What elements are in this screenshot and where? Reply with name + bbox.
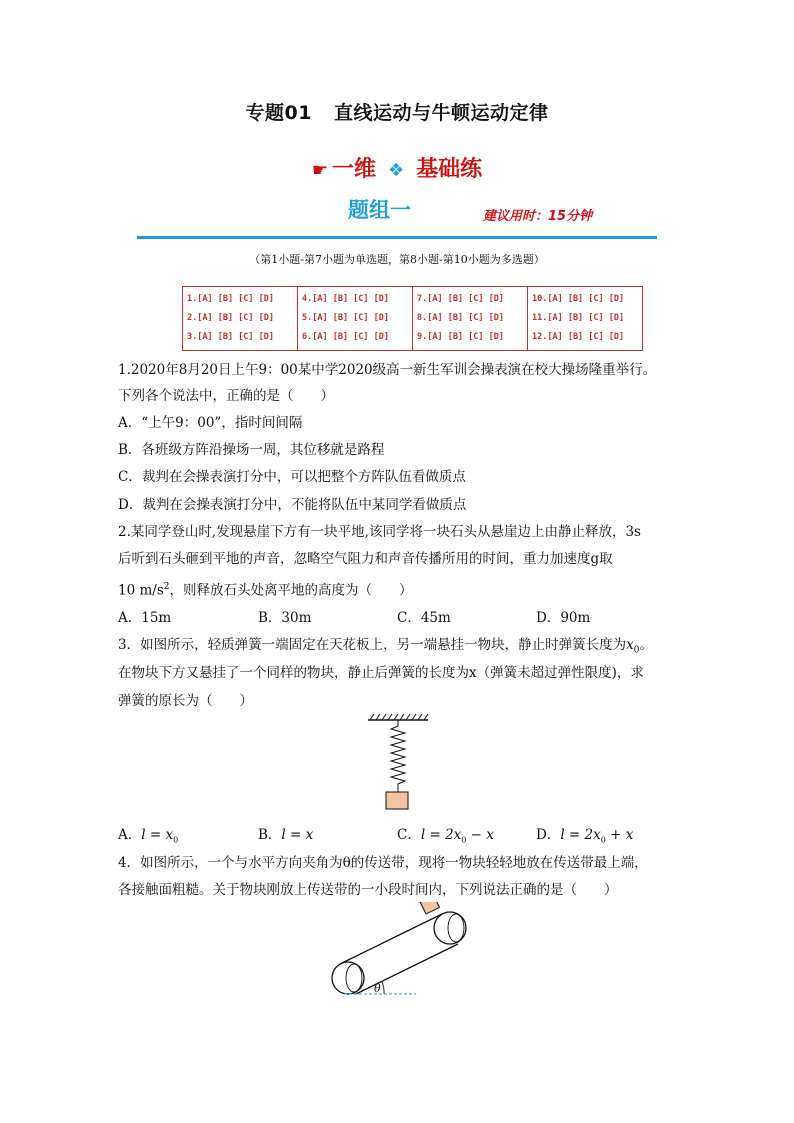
q2-option-c: C．45m (397, 610, 451, 626)
q3-option-d (536, 823, 633, 845)
pointing-hand-icon: ☛ (311, 160, 328, 181)
q3-option-c-sub: 0 (461, 835, 467, 845)
q3-option-c (397, 823, 494, 845)
q1-stem-line2: 下列各个说法中，正确的是（ ） (118, 388, 334, 404)
answer-row: 3.[A] [B] [C] [D] (187, 332, 274, 342)
q3-sub: 0 (633, 645, 640, 656)
q2-option-d: D．90m (536, 610, 591, 626)
divider-line (137, 236, 657, 239)
title-number: 专题01 (245, 102, 312, 124)
diamond-icon: ❖ (388, 160, 405, 181)
answer-row: 6.[A] [B] [C] [D] (302, 332, 389, 342)
q3-option-d-label: D． (536, 827, 561, 843)
answer-row: 2.[A] [B] [C] [D] (187, 313, 274, 323)
answer-cell[interactable] (528, 287, 643, 351)
q2-stem-end: ，则释放石头处离平地的高度为（ ） (169, 582, 413, 599)
q2-option-b: B．30m (258, 610, 312, 626)
answer-row: 9.[A] [B] [C] [D] (417, 332, 504, 342)
spring-diagram (360, 712, 440, 816)
answer-cell[interactable] (413, 287, 528, 351)
q4-stem-line2: 各接触面粗糙。关于物块刚放上传送带的一小段时间内，下列说法正确的是（ ） (118, 882, 618, 898)
q2-option-a: A．15m (118, 610, 172, 626)
q3-option-b-label: B． (258, 827, 282, 843)
title-text: 直线运动与牛顿运动定律 (333, 102, 549, 124)
q3-option-a-sub: 0 (173, 835, 179, 845)
q3-stem-line1 (118, 636, 653, 660)
q2-stem-line1: 2.某同学登山时,发现悬崖下方有一块平地,该同学将一块石头从悬崖边上由静止释放，3s (118, 524, 641, 540)
answer-row: 10.[A] [B] [C] [D] (532, 294, 625, 304)
q2-stem-line2: 后听到石头砸到平地的声音，忽略空气阻力和声音传播所用的时间，重力加速度g取 (118, 551, 613, 567)
group-label: 题组一 (348, 198, 411, 222)
q3-option-c-tail: − x (466, 827, 494, 843)
section-heading-right: 基础练 (416, 157, 483, 182)
answer-row: 5.[A] [B] [C] [D] (302, 313, 389, 323)
q3-stem-line2: 在物块下方又悬挂了一个同样的物块，静止后弹簧的长度为x（弹簧未超过弹性限度)，求 (118, 665, 644, 681)
q3-var: x (626, 637, 634, 653)
answer-row: 12.[A] [B] [C] [D] (532, 332, 625, 342)
q2-acceleration: 10 m/s (118, 582, 164, 599)
answer-row: 11.[A] [B] [C] [D] (532, 313, 625, 323)
q3-stem-line3: 弹簧的原长为（ ） (118, 693, 253, 709)
answer-row: 1.[A] [B] [C] [D] (187, 294, 274, 304)
conveyor-belt-diagram (318, 902, 478, 1002)
answer-sheet-grid (182, 286, 643, 351)
answer-cell[interactable] (298, 287, 413, 351)
q3-period: 。 (639, 637, 653, 653)
answer-cell[interactable] (183, 287, 298, 351)
answer-row: 8.[A] [B] [C] [D] (417, 313, 504, 323)
suggested-time: 建议用时：15分钟 (483, 209, 593, 224)
q3-option-a (118, 823, 178, 845)
q3-option-d-expr: l = 2x (560, 827, 601, 843)
section-heading-left: 一维 (331, 157, 376, 182)
q1-option-b: B．各班级方阵沿操场一周，其位移就是路程 (118, 442, 385, 458)
q3-option-b-expr: l = x (281, 827, 314, 843)
q3-option-b (258, 823, 313, 843)
q1-option-c: C．裁判在会操表演打分中，可以把整个方阵队伍看做质点 (118, 469, 466, 485)
q3-option-c-label: C． (397, 827, 421, 843)
q2-exponent: 2 (163, 582, 170, 592)
q3-option-c-expr: l = 2x (420, 827, 462, 843)
q3-option-d-tail: + x (605, 827, 634, 843)
q1-option-d: D．裁判在会操表演打分中，不能将队伍中某同学看做质点 (118, 497, 467, 513)
q1-stem-line1: 1.2020年8月20日上午9：00某中学2020级高一新生军训会操表演在校大操场隆重举行。 (118, 362, 657, 378)
q4-stem-line1: 4．如图所示，一个与水平方向夹角为θ的传送带，现将一物块轻轻地放在传送带最上端， (118, 855, 648, 871)
q3-stem-text: 3．如图所示，轻质弹簧一端固定在天花板上，另一端悬挂一物块，静止时弹簧长度为 (118, 637, 627, 653)
q1-option-a: A．“上午9：00”，指时间间隔 (118, 415, 303, 431)
answer-row: 7.[A] [B] [C] [D] (417, 294, 504, 304)
section-heading (0, 152, 794, 183)
q2-stem-line3 (118, 578, 412, 600)
q3-option-a-expr: l = x (141, 827, 174, 843)
q3-option-a-label: A． (118, 827, 142, 843)
answer-row: 4.[A] [B] [C] [D] (302, 294, 389, 304)
theta-label: θ (374, 982, 381, 995)
question-type-note: （第1小题-第7小题为单选题，第8小题-第10小题为多选题） (249, 253, 545, 266)
q3-option-d-sub: 0 (600, 835, 606, 845)
page-title (0, 98, 794, 125)
